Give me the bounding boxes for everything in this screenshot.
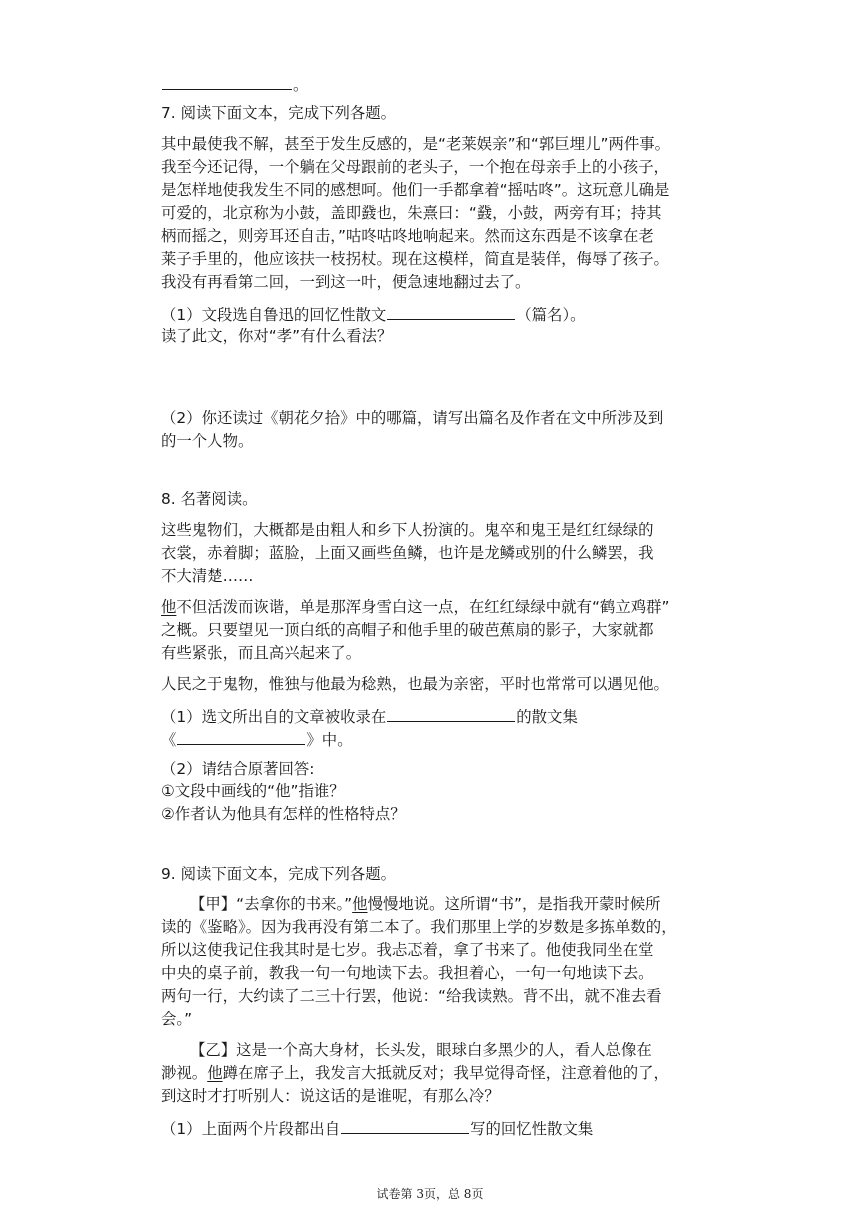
sub-question-1: （1）选文所出自的文章被收录在 的散文集 [161,705,578,727]
question-7-title: 7. 阅读下面文本，完成下列各题。 [161,104,397,122]
passage-line: 衣裳，赤着脚；蓝脸，上面又画些鱼鳞，也许是龙鳞或别的什么鳞罢，我 [161,544,654,562]
answer-blank[interactable] [177,728,305,745]
sub-question-1: （1）上面两个片段都出自 写的回忆性散文集 [161,1117,593,1139]
page-footer: 试卷第 3页，总 8页 [376,1187,484,1201]
passage-line: 之概。只要望见一顶白纸的高帽子和他手里的破芭蕉扇的影子，大家就都 [161,621,654,639]
passage-line: 可爱的，北京称为小鼓，盖即鼗也，朱熹曰：“鼗，小鼓，两旁有耳；持其 [161,204,662,222]
passage-line: 会。” [161,1010,193,1028]
passage-line: 渺视。他蹲在席子上，我发言大抵就反对；我早觉得奇怪，注意着他的了， [161,1064,669,1082]
answer-line-tail: 。 [161,73,308,95]
sub-question-text: ①文段中画线的“他”指谁？ [161,782,345,800]
passage-line: 这些鬼物们，大概都是由粗人和乡下人扮演的。鬼卒和鬼王是红红绿绿的 [161,521,654,539]
sub-question-text: ②作者认为他具有怎样的性格特点？ [161,805,406,823]
passage-line: 到这时才打听别人：说这话的是谁呢，有那么冷？ [161,1087,500,1105]
answer-blank[interactable] [387,303,515,320]
underlined-he: 他 [352,895,368,913]
underlined-he: 他 [207,1064,223,1082]
passage-line: 所以这使我记住我其时是七岁。我忐忑着，拿了书来了。他使我同坐在堂 [161,941,654,959]
passage-line: 其中最使我不解，甚至于发生反感的，是“老莱娱亲”和“郭巨埋儿”两件事。 [161,135,671,153]
passage-line: 中央的桌子前，教我一句一句地读下去。我担着心，一句一句地读下去。 [161,964,654,982]
sub-question-text: 读了此文，你对“孝”有什么看法？ [161,327,393,345]
passage-line: 我没有再看第二回，一到这一叶，便急速地翻过去了。 [161,273,531,291]
passage-line: 不大清楚…… [161,567,254,585]
underlined-he: 他 [161,598,177,616]
sub-question-1: （1）文段选自鲁迅的回忆性散文 （篇名）。 [161,303,586,325]
sub-question-2: （2）你还读过《朝花夕拾》中的哪篇，请写出篇名及作者在文中所涉及到 [161,409,664,427]
answer-blank[interactable] [341,1117,469,1134]
passage-line: 两句一行，大约读了二三十行罢，他说：“给我读熟。背不出，就不准去看 [161,987,662,1005]
passage-line: 我至今还记得，一个躺在父母跟前的老头子，一个抱在母亲手上的小孩子， [161,158,669,176]
passage-line: 【甲】“去拿你的书来。”他慢慢地说。这所谓“书”，是指我开蒙时候所 [190,895,661,913]
sub-question-text: 的一个人物。 [161,432,254,450]
passage-line: 【乙】这是一个高大身材，长头发，眼球白多黑少的人，看人总像在 [190,1041,652,1059]
answer-blank[interactable] [162,73,292,90]
passage-line: 他不但活泼而诙谐，单是那浑身雪白这一点，在红红绿绿中就有“鹤立鸡群” [161,598,670,616]
passage-line: 读的《鉴略》。因为我再没有第二本了。我们那里上学的岁数是多拣单数的， [161,918,677,936]
passage-line: 人民之于鬼物，惟独与他最为稔熟，也最为亲密，平时也常常可以遇见他。 [161,675,669,693]
answer-blank[interactable] [387,705,515,722]
passage-line: 柄而摇之，则旁耳还自击，”咕咚咕咚地响起来。然而这东西是不该拿在老 [161,227,654,245]
sub-question-2: （2）请结合原著回答: [161,760,315,778]
passage-line: 莱子手里的，他应该扶一枝拐杖。现在这模样，简直是装佯，侮辱了孩子。 [161,250,669,268]
passage-line: 是怎样地使我发生不同的感想呵。他们一手都拿着“摇咕咚”。这玩意儿确是 [161,181,670,199]
question-9-title: 9. 阅读下面文本，完成下列各题。 [161,865,397,883]
sub-question-text: 《 》中。 [161,728,353,750]
question-8-title: 8. 名著阅读。 [161,490,258,508]
passage-line: 有些紧张，而且高兴起来了。 [161,644,362,662]
